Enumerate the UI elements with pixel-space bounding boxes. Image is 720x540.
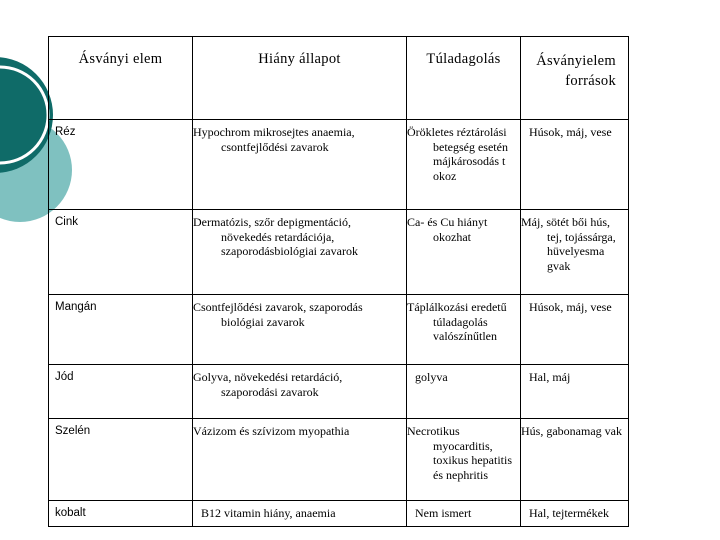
hiany-text: B12 vitamin hiány, anaemia	[201, 506, 336, 520]
cell-elem	[49, 365, 193, 419]
hiany-text: Vázizom és szívizom myopathia	[193, 424, 350, 438]
header-forras: Ásványielem források	[536, 53, 616, 89]
cell-hiany	[193, 501, 407, 527]
elem-text: Jód	[55, 371, 74, 383]
elem-text: Réz	[55, 126, 76, 138]
forras-text: Hal, tejtermékek	[529, 506, 609, 520]
elem-text: Mangán	[55, 301, 97, 313]
elem-text: kobalt	[55, 507, 86, 519]
forras-text: Hús, gabonamag vak	[521, 424, 622, 438]
cell-tul	[407, 120, 521, 210]
header-tul: Túladagolás	[426, 51, 501, 67]
table-row	[49, 210, 629, 295]
mineral-table	[48, 36, 629, 527]
table-row	[49, 419, 629, 501]
cell-elem	[49, 295, 193, 365]
table-row	[49, 501, 629, 527]
tul-text: Necrotikus myocarditis, toxikus hepatitis és nephritis	[407, 424, 512, 482]
header-hiany: Hiány állapot	[258, 51, 341, 67]
cell-elem	[49, 501, 193, 527]
cell-forras	[521, 120, 629, 210]
header-cell-forras	[521, 37, 629, 120]
cell-forras	[521, 295, 629, 365]
table-row	[49, 295, 629, 365]
forras-text: Máj, sötét bői hús, tej, tojássárga, hüvelyesma gvak	[521, 215, 616, 273]
cell-hiany	[193, 419, 407, 501]
cell-tul	[407, 501, 521, 527]
cell-hiany	[193, 120, 407, 210]
forras-text: Hal, máj	[529, 370, 571, 384]
cell-elem	[49, 419, 193, 501]
table-row	[49, 365, 629, 419]
forras-text: Húsok, máj, vese	[529, 125, 612, 139]
cell-tul	[407, 419, 521, 501]
cell-tul	[407, 295, 521, 365]
tul-text: Nem ismert	[415, 506, 472, 520]
cell-forras	[521, 210, 629, 295]
table-header-row	[49, 37, 629, 120]
forras-text: Húsok, máj, vese	[529, 300, 612, 314]
cell-tul	[407, 210, 521, 295]
hiany-text: Dermatózis, szőr depigmentáció, növekedés retardációja, szaporodásbiológiai zavarok	[193, 215, 358, 258]
tul-text: Táplálkozási eredetű túladagolás valószínűtlen	[407, 300, 507, 343]
hiany-text: Hypochrom mikrosejtes anaemia, csontfejlődési zavarok	[193, 125, 355, 154]
header-cell-tul	[407, 37, 521, 120]
cell-elem	[49, 210, 193, 295]
header-cell-hiany	[193, 37, 407, 120]
tul-text: golyva	[415, 370, 448, 384]
hiany-text: Golyva, növekedési retardáció, szaporodási zavarok	[193, 370, 343, 399]
cell-hiany	[193, 295, 407, 365]
elem-text: Szelén	[55, 425, 91, 437]
cell-hiany	[193, 365, 407, 419]
table-row	[49, 120, 629, 210]
tul-text: Örökletes réztárolási betegség esetén májkárosodás t okoz	[407, 125, 508, 183]
cell-elem	[49, 120, 193, 210]
header-elem: Ásványi elem	[78, 51, 163, 67]
cell-forras	[521, 501, 629, 527]
hiany-text: Csontfejlődési zavarok, szaporodás biológiai zavarok	[193, 300, 363, 329]
elem-text: Cink	[55, 216, 79, 228]
cell-forras	[521, 365, 629, 419]
cell-hiany	[193, 210, 407, 295]
cell-forras	[521, 419, 629, 501]
header-cell-elem	[49, 37, 193, 120]
cell-tul	[407, 365, 521, 419]
tul-text: Ca- és Cu hiányt okozhat	[407, 215, 488, 244]
